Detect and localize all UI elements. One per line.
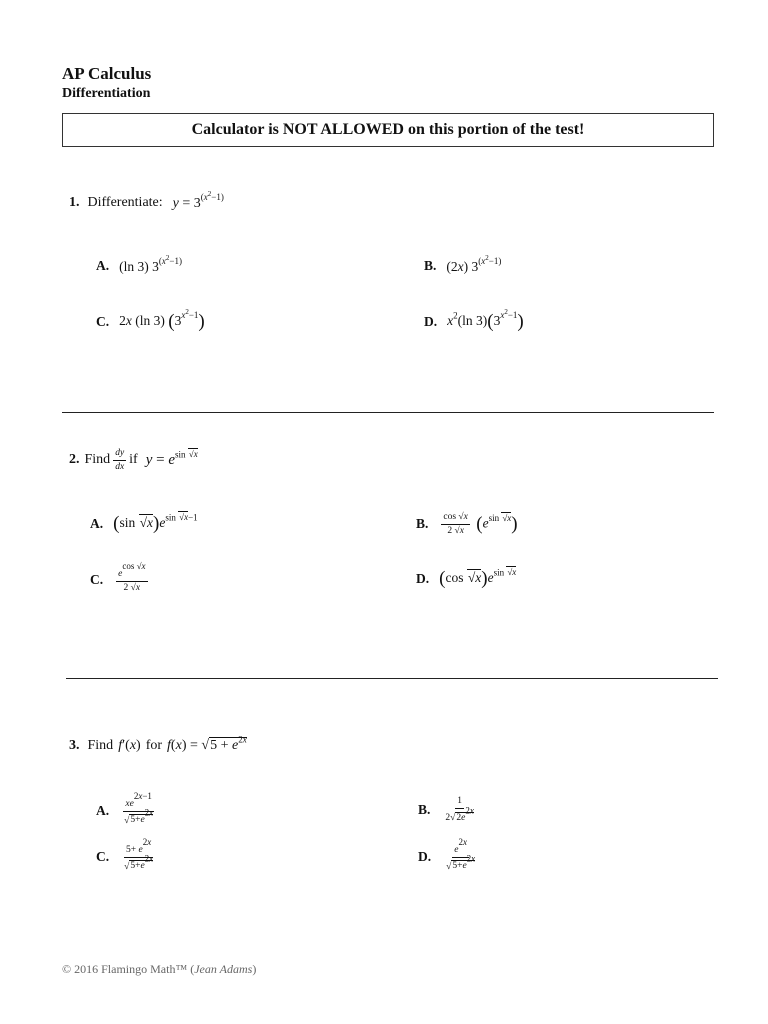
author-name: Jean Adams [194,962,253,976]
copyright-close: ) [252,962,257,976]
page-subtitle: Differentiation [62,86,151,101]
question-2-option-c[interactable] [90,561,151,594]
option-letter: D. [416,570,430,586]
question-2 [69,448,198,473]
option-expression: $\frac{1}{2√2e^{2x}}$ [445,796,474,823]
question-3-connector: for [145,738,163,753]
option-letter: B. [424,258,437,274]
option-expression: 2x (ln 3) $(3^{x^2-1})$ [119,308,205,332]
option-expression: (2x) $3^{(x^2-1)}$ [446,254,502,274]
option-expression: (ln 3) $3^{(x^2-1)}$ [119,254,182,274]
copyright-footer [62,962,256,977]
question-3-number: 3. [69,738,80,753]
question-2-connector: if [129,452,138,468]
question-1-option-c[interactable] [96,308,205,332]
question-3-option-b[interactable] [418,796,479,824]
question-3-equation: $f(x) = √5 + e^{2x}$ [167,734,247,753]
question-2-number: 2. [69,452,80,468]
question-1 [69,190,224,212]
option-expression: $\frac{e^{cos √x}}{2 √x}$ [118,561,146,593]
option-letter: B. [416,516,429,532]
question-2-option-b[interactable] [416,512,518,537]
option-expression: $\frac{5+ e^{2x}}{√5+e^{2x}}$ [124,837,154,872]
option-letter: C. [96,849,110,865]
question-3-prompt: Find [87,738,114,753]
option-expression: $\frac{e^{2x}}{√5+e^{2x}}$ [446,837,476,872]
option-letter: C. [96,313,110,329]
copyright-text: © 2016 Flamingo Math™ ( [62,962,195,976]
question-1-number: 1. [69,194,80,210]
option-expression: (cos $√x)e^{sin √x}$ [439,567,517,589]
option-expression: $\frac{xe^{2x-1}}{√5+e^{2x}}$ [124,791,154,826]
option-expression: $x^2(\ln$ $3)(3^{x^2-1})$ [447,308,524,332]
option-letter: A. [96,803,110,819]
question-2-option-a[interactable] [90,514,198,533]
question-2-prompt: Find [84,452,111,468]
option-letter: C. [90,571,104,587]
section-divider [66,678,718,679]
option-letter: A. [90,515,104,531]
f-prime-expression: f′(x) [118,738,141,753]
question-1-equation: $y = 3^{(x^2-1)}$ [172,190,224,211]
page-title: AP Calculus [62,64,152,83]
question-3-option-a[interactable] [96,791,158,826]
option-expression: $\frac{\cos √x}{2 √x}$ $(e^{sin √x})$ [443,512,518,536]
section-divider [62,412,714,413]
question-2-option-d[interactable] [416,569,516,588]
question-1-option-d[interactable] [424,308,524,332]
question-1-prompt: Differentiate: [87,194,163,210]
option-letter: B. [418,801,431,817]
option-letter: A. [96,258,110,274]
option-expression: (sin $√x)e^{sin √x-1}$ [113,512,198,534]
calculator-notice-box [62,113,714,147]
dy-dx-fraction: $\frac{dy}{dx}$ [115,448,125,472]
question-3-option-d[interactable] [418,837,480,872]
option-letter: D. [418,849,432,865]
question-1-option-a[interactable] [96,254,182,275]
calculator-notice-text: Calculator is NOT ALLOWED on this portion of the test! [191,121,585,138]
question-3-option-c[interactable] [96,837,158,872]
question-3 [69,734,247,754]
option-letter: D. [424,313,438,329]
question-1-option-b[interactable] [424,254,502,275]
question-2-equation: $y = e^{sin √x}$ [145,449,198,468]
